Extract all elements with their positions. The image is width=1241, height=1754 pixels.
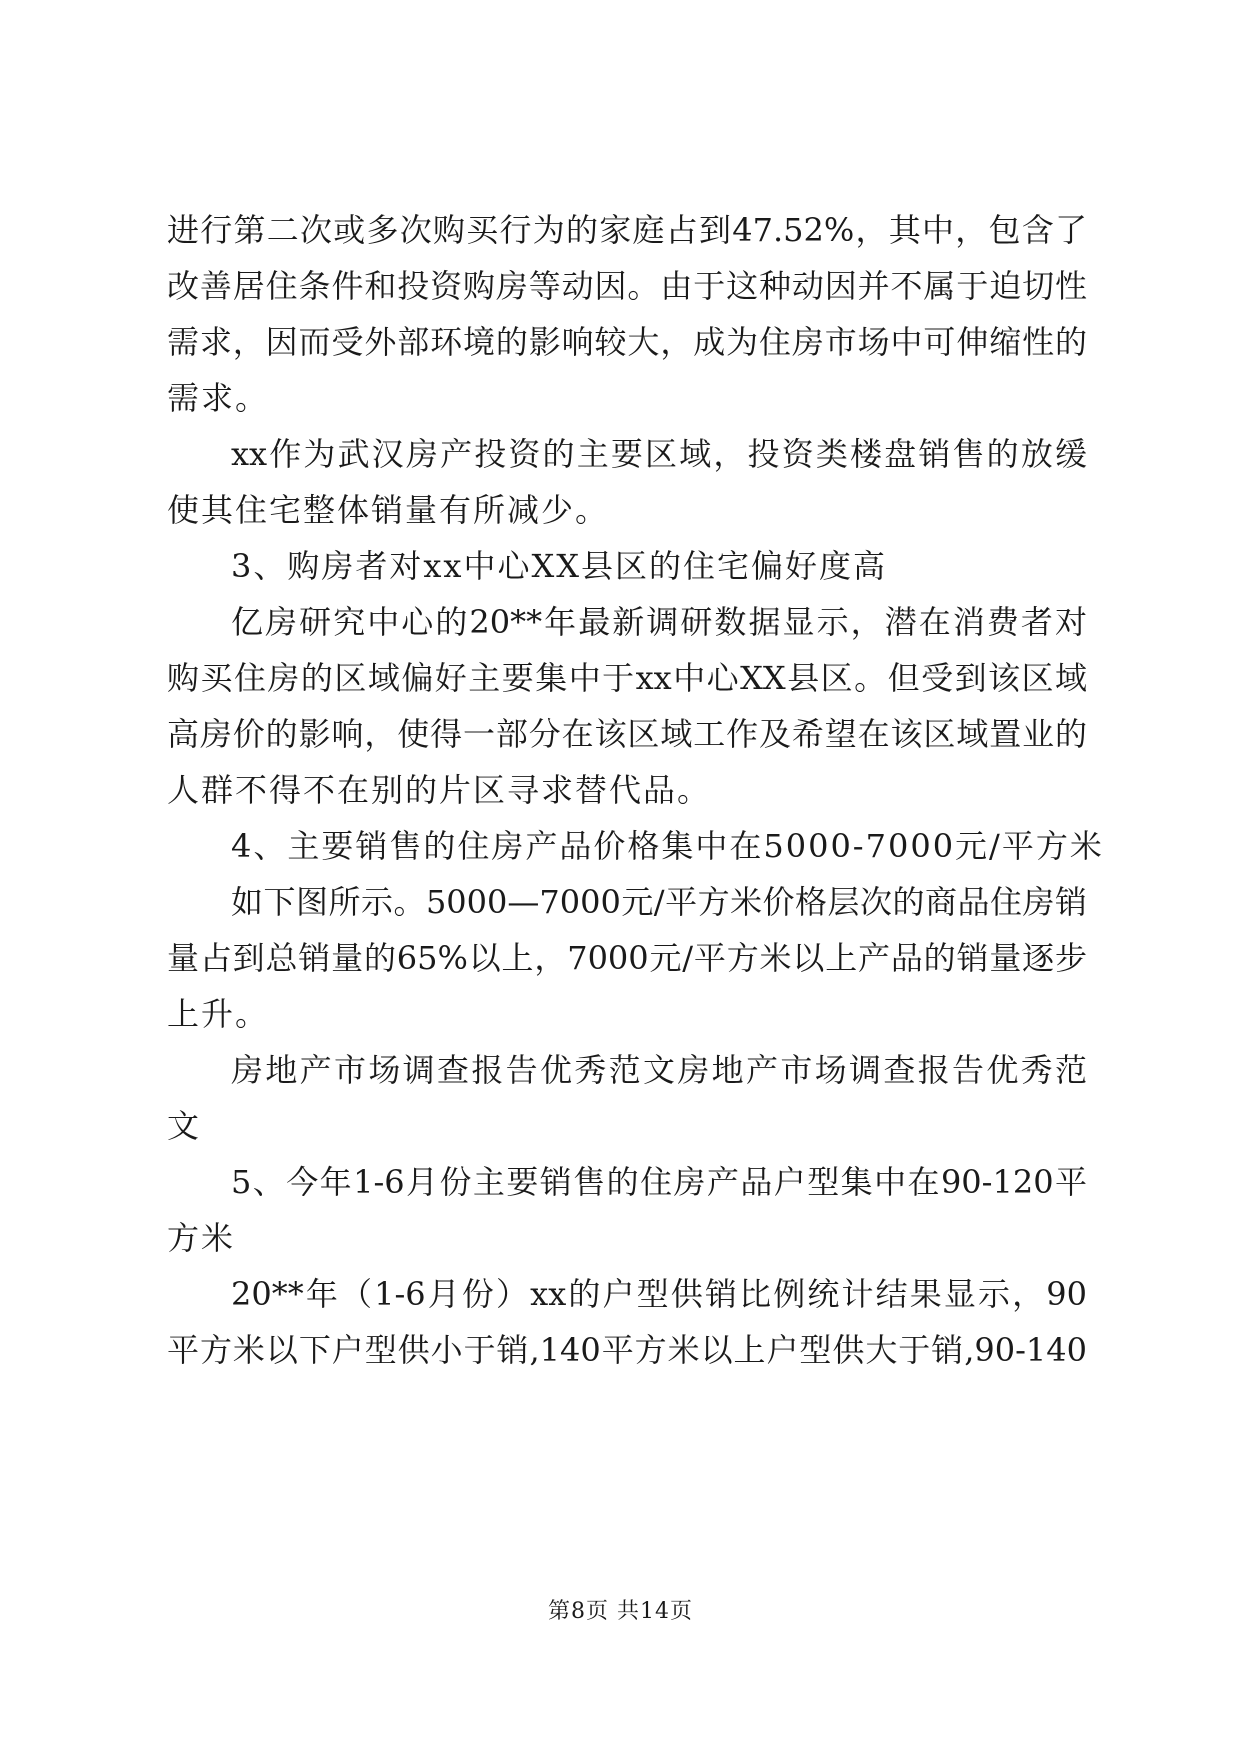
text-line-8: 亿房研究中心的20**年最新调研数据显示，潜在消费者对 bbox=[231, 603, 1087, 641]
text-line-3: 需求，因而受外部环境的影响较大，成为住房市场中可伸缩性的 bbox=[167, 323, 1087, 361]
text-line-2: 改善居住条件和投资购房等动因。由于这种动因并不属于迫切性 bbox=[167, 267, 1087, 305]
text-line-5: xx作为武汉房产投资的主要区域，投资类楼盘销售的放缓 bbox=[231, 435, 1087, 473]
text-line-15: 上升。 bbox=[167, 995, 270, 1033]
text-line-13: 如下图所示。5000—7000元/平方米价格层次的商品住房销 bbox=[231, 883, 1087, 921]
text-line-20: 20**年（1-6月份）xx的户型供销比例统计结果显示，90 bbox=[231, 1275, 1087, 1313]
text-line-16: 房地产市场调查报告优秀范文房地产市场调查报告优秀范 bbox=[231, 1051, 1087, 1089]
section-heading-3: 3、购房者对xx中心XX县区的住宅偏好度高 bbox=[231, 547, 888, 585]
text-line-17: 文 bbox=[167, 1107, 202, 1145]
text-line-1: 进行第二次或多次购买行为的家庭占到47.52%，其中，包含了 bbox=[167, 211, 1087, 249]
section-heading-5: 5、今年1-6月份主要销售的住房产品户型集中在90-120平 bbox=[231, 1163, 1087, 1201]
text-line-4: 需求。 bbox=[167, 379, 270, 417]
text-line-10: 高房价的影响，使得一部分在该区域工作及希望在该区域置业的 bbox=[167, 715, 1087, 753]
text-line-14: 量占到总销量的65%以上，7000元/平方米以上产品的销量逐步 bbox=[167, 939, 1087, 977]
text-line-11: 人群不得不在别的片区寻求替代品。 bbox=[167, 771, 712, 809]
text-line-21: 平方米以下户型供小于销,140平方米以上户型供大于销,90-140 bbox=[167, 1331, 1087, 1369]
page-footer: 第8页 共14页 bbox=[548, 1599, 693, 1624]
text-line-9: 购买住房的区域偏好主要集中于xx中心XX县区。但受到该区域 bbox=[167, 659, 1087, 697]
text-line-6: 使其住宅整体销量有所减少。 bbox=[167, 491, 610, 529]
section-heading-4: 4、主要销售的住房产品价格集中在5000-7000元/平方米 bbox=[231, 827, 1104, 865]
text-line-19: 方米 bbox=[167, 1219, 236, 1257]
